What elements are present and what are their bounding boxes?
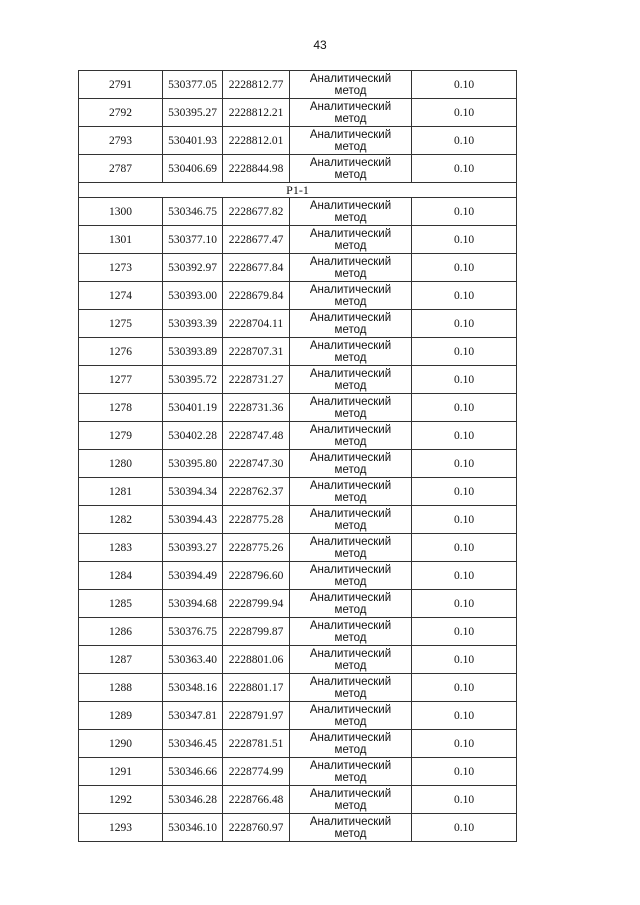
method-line-1: Аналитический [309, 311, 392, 324]
table-row [79, 99, 517, 127]
table-row [79, 534, 517, 562]
table-row [79, 338, 517, 366]
method-line-1: Аналитический [309, 255, 392, 268]
y-coordinate-cell: 2228801.17 [223, 674, 290, 702]
table-row [79, 366, 517, 394]
point-number-cell: 2792 [79, 99, 163, 127]
point-number-cell: 1274 [79, 282, 163, 310]
method-line-2: метод [334, 211, 367, 224]
point-number-cell: 1287 [79, 646, 163, 674]
accuracy-cell: 0.10 [412, 99, 517, 127]
method-cell [290, 702, 412, 730]
method-line-1: Аналитический [309, 535, 392, 548]
method-line-1: Аналитический [309, 395, 392, 408]
y-coordinate-cell: 2228799.87 [223, 618, 290, 646]
method-line-2: метод [334, 743, 367, 756]
method-line-2: метод [334, 575, 367, 588]
y-coordinate-cell: 2228704.11 [223, 310, 290, 338]
y-coordinate-cell: 2228775.26 [223, 534, 290, 562]
accuracy-cell: 0.10 [412, 562, 517, 590]
y-coordinate-cell: 2228747.30 [223, 450, 290, 478]
accuracy-cell: 0.10 [412, 478, 517, 506]
accuracy-cell: 0.10 [412, 618, 517, 646]
point-number-cell: 1286 [79, 618, 163, 646]
method-line-1: Аналитический [309, 128, 392, 141]
x-coordinate-cell: 530392.97 [163, 254, 223, 282]
method-cell [290, 422, 412, 450]
table-row [79, 786, 517, 814]
method-cell [290, 99, 412, 127]
method-cell [290, 394, 412, 422]
table-row [79, 814, 517, 842]
x-coordinate-cell: 530394.34 [163, 478, 223, 506]
method-line-2: метод [334, 168, 367, 181]
page-number: 43 [313, 38, 327, 52]
x-coordinate-cell: 530346.10 [163, 814, 223, 842]
accuracy-cell: 0.10 [412, 366, 517, 394]
method-line-1: Аналитический [309, 367, 392, 380]
method-line-2: метод [334, 799, 367, 812]
method-cell [290, 590, 412, 618]
accuracy-cell: 0.10 [412, 730, 517, 758]
table-row [79, 478, 517, 506]
x-coordinate-cell: 530393.27 [163, 534, 223, 562]
x-coordinate-cell: 530393.39 [163, 310, 223, 338]
method-line-2: метод [334, 715, 367, 728]
method-line-2: метод [334, 239, 367, 252]
accuracy-cell: 0.10 [412, 198, 517, 226]
point-number-cell: 1273 [79, 254, 163, 282]
method-cell [290, 618, 412, 646]
accuracy-cell: 0.10 [412, 310, 517, 338]
y-coordinate-cell: 2228679.84 [223, 282, 290, 310]
section-label: Р1-1 [79, 183, 517, 198]
accuracy-cell: 0.10 [412, 71, 517, 99]
table-row [79, 71, 517, 99]
x-coordinate-cell: 530401.93 [163, 127, 223, 155]
method-line-1: Аналитический [309, 507, 392, 520]
method-cell [290, 758, 412, 786]
accuracy-cell: 0.10 [412, 338, 517, 366]
table-row [79, 646, 517, 674]
y-coordinate-cell: 2228762.37 [223, 478, 290, 506]
method-cell [290, 127, 412, 155]
method-line-1: Аналитический [309, 283, 392, 296]
x-coordinate-cell: 530395.72 [163, 366, 223, 394]
accuracy-cell: 0.10 [412, 254, 517, 282]
y-coordinate-cell: 2228812.01 [223, 127, 290, 155]
method-cell [290, 226, 412, 254]
point-number-cell: 1279 [79, 422, 163, 450]
point-number-cell: 1285 [79, 590, 163, 618]
point-number-cell: 1284 [79, 562, 163, 590]
method-cell [290, 534, 412, 562]
method-cell [290, 310, 412, 338]
table-row [79, 155, 517, 183]
table-row [79, 254, 517, 282]
accuracy-cell: 0.10 [412, 226, 517, 254]
x-coordinate-cell: 530394.43 [163, 506, 223, 534]
method-cell [290, 71, 412, 99]
method-cell [290, 730, 412, 758]
y-coordinate-cell: 2228799.94 [223, 590, 290, 618]
accuracy-cell: 0.10 [412, 282, 517, 310]
point-number-cell: 1291 [79, 758, 163, 786]
point-number-cell: 1290 [79, 730, 163, 758]
table-body-section [79, 198, 517, 842]
method-line-2: метод [334, 771, 367, 784]
method-line-1: Аналитический [309, 423, 392, 436]
accuracy-cell: 0.10 [412, 534, 517, 562]
method-line-2: метод [334, 295, 367, 308]
method-line-2: метод [334, 435, 367, 448]
method-line-1: Аналитический [309, 815, 392, 828]
accuracy-cell: 0.10 [412, 702, 517, 730]
method-cell [290, 506, 412, 534]
method-line-2: метод [334, 379, 367, 392]
method-line-2: метод [334, 519, 367, 532]
accuracy-cell: 0.10 [412, 646, 517, 674]
method-cell [290, 254, 412, 282]
point-number-cell: 1301 [79, 226, 163, 254]
y-coordinate-cell: 2228775.28 [223, 506, 290, 534]
x-coordinate-cell: 530406.69 [163, 155, 223, 183]
point-number-cell: 1282 [79, 506, 163, 534]
method-line-1: Аналитический [309, 156, 392, 169]
x-coordinate-cell: 530393.89 [163, 338, 223, 366]
method-cell [290, 786, 412, 814]
x-coordinate-cell: 530394.49 [163, 562, 223, 590]
accuracy-cell: 0.10 [412, 155, 517, 183]
method-cell [290, 198, 412, 226]
x-coordinate-cell: 530395.27 [163, 99, 223, 127]
y-coordinate-cell: 2228791.97 [223, 702, 290, 730]
y-coordinate-cell: 2228812.77 [223, 71, 290, 99]
table-row [79, 674, 517, 702]
y-coordinate-cell: 2228677.84 [223, 254, 290, 282]
accuracy-cell: 0.10 [412, 422, 517, 450]
accuracy-cell: 0.10 [412, 394, 517, 422]
method-line-1: Аналитический [309, 619, 392, 632]
y-coordinate-cell: 2228731.36 [223, 394, 290, 422]
x-coordinate-cell: 530348.16 [163, 674, 223, 702]
table-row [79, 702, 517, 730]
point-number-cell: 1292 [79, 786, 163, 814]
method-line-2: метод [334, 323, 367, 336]
y-coordinate-cell: 2228801.06 [223, 646, 290, 674]
method-cell [290, 338, 412, 366]
table-row [79, 226, 517, 254]
y-coordinate-cell: 2228766.48 [223, 786, 290, 814]
y-coordinate-cell: 2228760.97 [223, 814, 290, 842]
x-coordinate-cell: 530401.19 [163, 394, 223, 422]
x-coordinate-cell: 530346.45 [163, 730, 223, 758]
table-row [79, 282, 517, 310]
method-line-1: Аналитический [309, 227, 392, 240]
method-line-1: Аналитический [309, 787, 392, 800]
method-line-1: Аналитический [309, 647, 392, 660]
point-number-cell: 2793 [79, 127, 163, 155]
table-row [79, 127, 517, 155]
y-coordinate-cell: 2228677.47 [223, 226, 290, 254]
method-line-1: Аналитический [309, 591, 392, 604]
table-row [79, 590, 517, 618]
method-line-2: метод [334, 267, 367, 280]
method-cell [290, 366, 412, 394]
point-number-cell: 1276 [79, 338, 163, 366]
x-coordinate-cell: 530393.00 [163, 282, 223, 310]
method-line-2: метод [334, 351, 367, 364]
method-cell [290, 646, 412, 674]
point-number-cell: 2787 [79, 155, 163, 183]
accuracy-cell: 0.10 [412, 674, 517, 702]
method-line-2: метод [334, 827, 367, 840]
method-cell [290, 450, 412, 478]
method-line-1: Аналитический [309, 703, 392, 716]
y-coordinate-cell: 2228731.27 [223, 366, 290, 394]
table-row [79, 562, 517, 590]
accuracy-cell: 0.10 [412, 450, 517, 478]
method-line-1: Аналитический [309, 675, 392, 688]
table-row [79, 310, 517, 338]
point-number-cell: 1288 [79, 674, 163, 702]
point-number-cell: 1275 [79, 310, 163, 338]
y-coordinate-cell: 2228677.82 [223, 198, 290, 226]
method-line-2: метод [334, 631, 367, 644]
accuracy-cell: 0.10 [412, 758, 517, 786]
x-coordinate-cell: 530346.28 [163, 786, 223, 814]
x-coordinate-cell: 530346.66 [163, 758, 223, 786]
point-number-cell: 1300 [79, 198, 163, 226]
x-coordinate-cell: 530377.05 [163, 71, 223, 99]
x-coordinate-cell: 530395.80 [163, 450, 223, 478]
x-coordinate-cell: 530346.75 [163, 198, 223, 226]
section-row [79, 183, 517, 198]
y-coordinate-cell: 2228707.31 [223, 338, 290, 366]
method-line-1: Аналитический [309, 339, 392, 352]
method-line-2: метод [334, 659, 367, 672]
coordinates-table [78, 70, 517, 842]
method-line-2: метод [334, 603, 367, 616]
method-cell [290, 155, 412, 183]
accuracy-cell: 0.10 [412, 590, 517, 618]
y-coordinate-cell: 2228774.99 [223, 758, 290, 786]
method-line-1: Аналитический [309, 451, 392, 464]
y-coordinate-cell: 2228747.48 [223, 422, 290, 450]
point-number-cell: 1278 [79, 394, 163, 422]
method-cell [290, 814, 412, 842]
y-coordinate-cell: 2228781.51 [223, 730, 290, 758]
table-row [79, 618, 517, 646]
method-line-1: Аналитический [309, 72, 392, 85]
x-coordinate-cell: 530347.81 [163, 702, 223, 730]
method-line-1: Аналитический [309, 759, 392, 772]
method-line-2: метод [334, 140, 367, 153]
y-coordinate-cell: 2228796.60 [223, 562, 290, 590]
x-coordinate-cell: 530376.75 [163, 618, 223, 646]
accuracy-cell: 0.10 [412, 506, 517, 534]
table-row [79, 394, 517, 422]
method-line-2: метод [334, 112, 367, 125]
table-row [79, 730, 517, 758]
method-line-1: Аналитический [309, 479, 392, 492]
table-row [79, 450, 517, 478]
method-cell [290, 562, 412, 590]
table-row [79, 198, 517, 226]
method-cell [290, 282, 412, 310]
method-line-1: Аналитический [309, 199, 392, 212]
point-number-cell: 1289 [79, 702, 163, 730]
point-number-cell: 1277 [79, 366, 163, 394]
x-coordinate-cell: 530363.40 [163, 646, 223, 674]
method-line-2: метод [334, 547, 367, 560]
y-coordinate-cell: 2228844.98 [223, 155, 290, 183]
table-row [79, 422, 517, 450]
point-number-cell: 1283 [79, 534, 163, 562]
point-number-cell: 1293 [79, 814, 163, 842]
method-line-1: Аналитический [309, 563, 392, 576]
method-cell [290, 478, 412, 506]
table-body-top [79, 71, 517, 183]
accuracy-cell: 0.10 [412, 814, 517, 842]
x-coordinate-cell: 530402.28 [163, 422, 223, 450]
point-number-cell: 2791 [79, 71, 163, 99]
point-number-cell: 1280 [79, 450, 163, 478]
accuracy-cell: 0.10 [412, 127, 517, 155]
x-coordinate-cell: 530394.68 [163, 590, 223, 618]
table-row [79, 506, 517, 534]
method-line-2: метод [334, 687, 367, 700]
section-header [79, 183, 517, 198]
method-cell [290, 674, 412, 702]
method-line-1: Аналитический [309, 731, 392, 744]
x-coordinate-cell: 530377.10 [163, 226, 223, 254]
table-row [79, 758, 517, 786]
method-line-2: метод [334, 491, 367, 504]
point-number-cell: 1281 [79, 478, 163, 506]
accuracy-cell: 0.10 [412, 786, 517, 814]
method-line-2: метод [334, 407, 367, 420]
method-line-2: метод [334, 463, 367, 476]
method-line-2: метод [334, 84, 367, 97]
method-line-1: Аналитический [309, 100, 392, 113]
y-coordinate-cell: 2228812.21 [223, 99, 290, 127]
